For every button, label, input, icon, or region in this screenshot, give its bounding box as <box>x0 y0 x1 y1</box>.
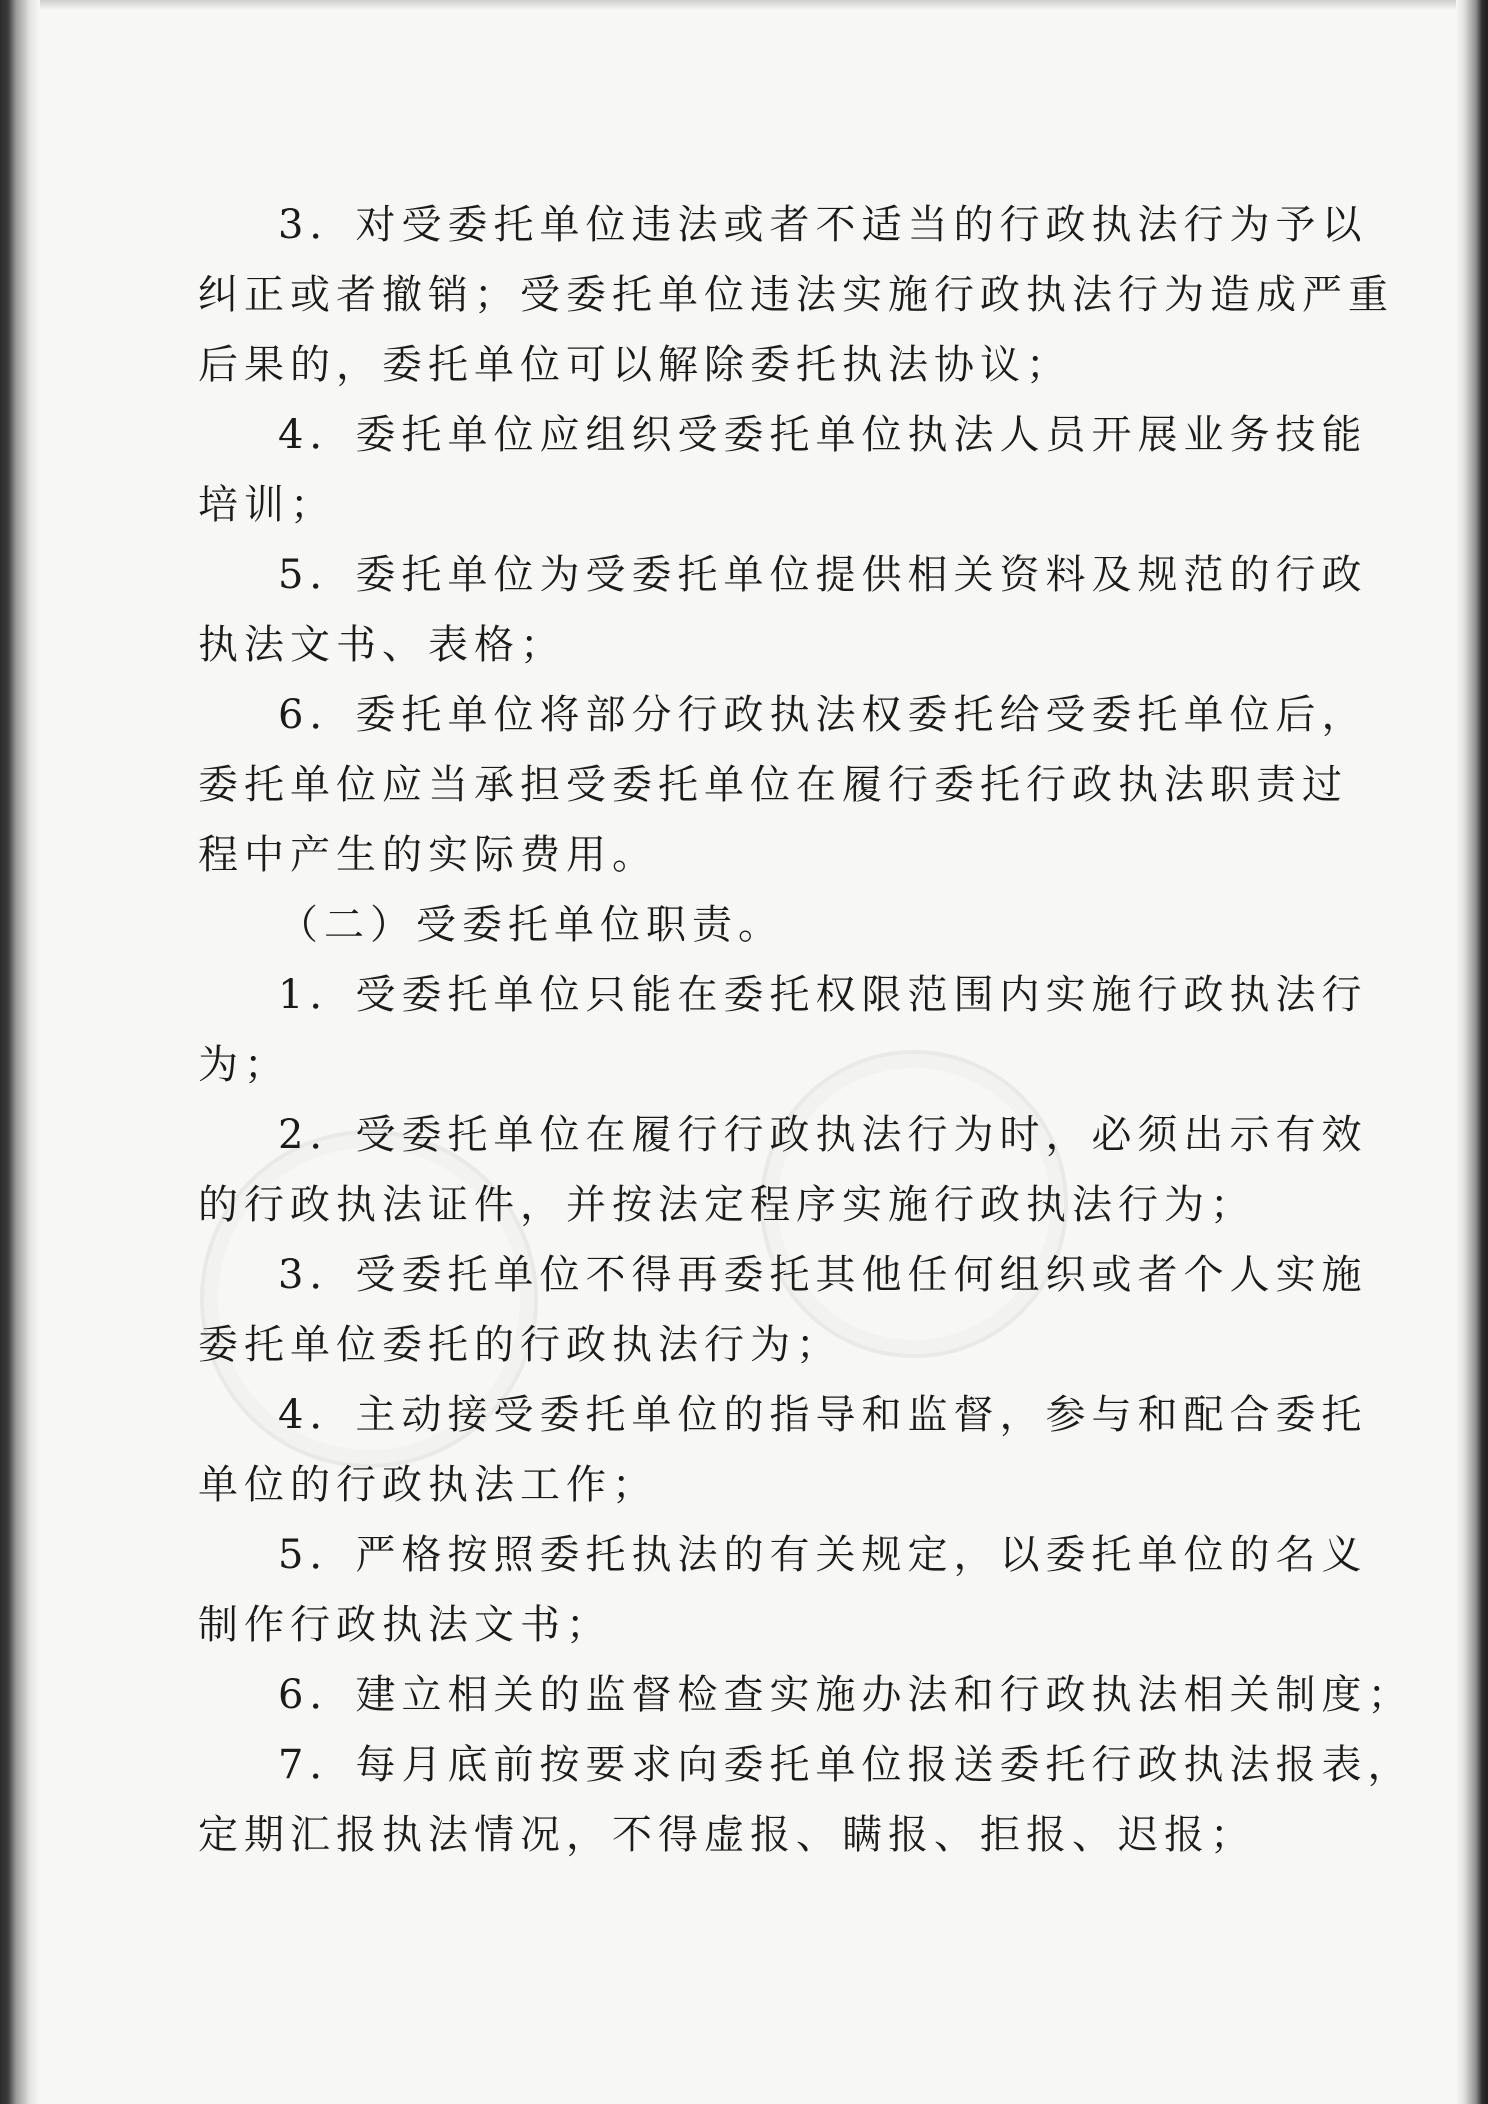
text-line: 委托单位委托的行政执法行为； <box>198 1322 842 1368</box>
text-line: 纠正或者撤销；受委托单位违法实施行政执法行为造成严重 <box>198 272 1394 318</box>
text-line: 7．每月底前按要求向委托单位报送委托行政执法报表， <box>278 1742 1414 1788</box>
scan-edge-right <box>1456 0 1488 2104</box>
text-line: 定期汇报执法情况，不得虚报、瞒报、拒报、迟报； <box>198 1812 1256 1858</box>
text-line: 单位的行政执法工作； <box>198 1462 658 1508</box>
document-body <box>198 190 1414 1870</box>
text-line: 执法文书、表格； <box>198 622 566 668</box>
text-line: 5．严格按照委托执法的有关规定，以委托单位的名义 <box>278 1532 1368 1578</box>
text-line: 的行政执法证件，并按法定程序实施行政执法行为； <box>198 1182 1256 1228</box>
text-line: 程中产生的实际费用。 <box>198 832 658 878</box>
text-line: 6．委托单位将部分行政执法权委托给受委托单位后， <box>278 692 1368 738</box>
text-line: 制作行政执法文书； <box>198 1602 612 1648</box>
text-line: 委托单位应当承担受委托单位在履行委托行政执法职责过 <box>198 762 1348 808</box>
text-line: 2．受委托单位在履行行政执法行为时，必须出示有效 <box>278 1112 1368 1158</box>
scan-edge-left <box>0 0 40 2104</box>
text-line: 5．委托单位为受委托单位提供相关资料及规范的行政 <box>278 552 1368 598</box>
text-line: 1．受委托单位只能在委托权限范围内实施行政执法行 <box>278 972 1368 1018</box>
text-line: 4．主动接受委托单位的指导和监督，参与和配合委托 <box>278 1392 1368 1438</box>
text-line: 3．对受委托单位违法或者不适当的行政执法行为予以 <box>278 202 1368 248</box>
scan-edge-top <box>0 0 1488 10</box>
text-line: 后果的，委托单位可以解除委托执法协议； <box>198 342 1072 388</box>
section-heading: （二）受委托单位职责。 <box>278 902 784 948</box>
text-line: 3．受委托单位不得再委托其他任何组织或者个人实施 <box>278 1252 1368 1298</box>
text-line: 为； <box>198 1042 290 1088</box>
text-line: 6．建立相关的监督检查实施办法和行政执法相关制度； <box>278 1672 1414 1718</box>
text-line: 培训； <box>198 482 336 528</box>
text-line: 4．委托单位应组织受委托单位执法人员开展业务技能 <box>278 412 1368 458</box>
